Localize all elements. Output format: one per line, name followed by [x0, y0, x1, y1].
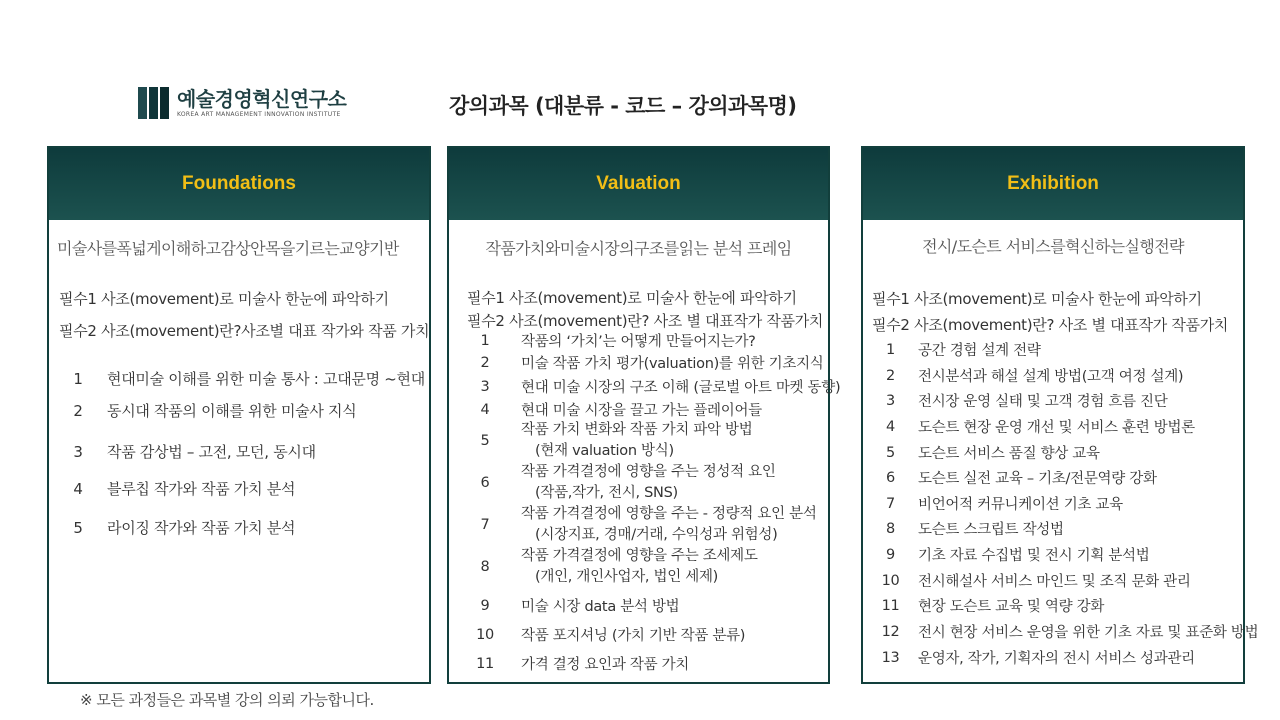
logo-subtitle: KOREA ART MANAGEMENT INNOVATION INSTITUTE: [177, 110, 341, 118]
column-title: Valuation: [596, 173, 681, 194]
column-subtitle: 전시/도슨트 서비스를혁신하는실행전략: [922, 237, 1184, 256]
column-foundations: [47, 146, 431, 684]
column-valuation: [447, 146, 841, 684]
list-item: 3 작품 감상법 – 고전, 모던, 동시대: [73, 442, 316, 461]
list-item: 4 블루칩 작가와 작품 가치 분석: [73, 479, 296, 498]
logo: [138, 86, 346, 120]
column-header: [449, 148, 828, 220]
list-item: 2 미술 작품 가치 평가(valuation)를 위한 기초지식: [480, 354, 824, 372]
required-course-2: 필수2 사조(movement)란? 사조 별 대표작가 작품가치: [467, 312, 824, 330]
list-item: 8 작품 가격결정에 영향을 주는 조세제도 (개인, 개인사업자, 법인 세제): [480, 548, 758, 585]
list-item: 13 운영자, 작가, 기획자의 전시 서비스 성과관리: [881, 649, 1195, 667]
required-course-1: 필수1 사조(movement)로 미술사 한눈에 파악하기: [467, 289, 797, 307]
required-course-1: 필수1 사조(movement)로 미술사 한눈에 파악하기: [59, 290, 389, 308]
list-item: 2 전시분석과 해설 설계 방법(고객 여정 설계): [886, 367, 1184, 385]
list-item: 11 가격 결정 요인과 작품 가치: [476, 655, 690, 673]
required-course-2: 필수2 사조(movement)란? 사조 별 대표작가 작품가치: [872, 316, 1229, 334]
column-title: Exhibition: [1007, 173, 1099, 194]
column-subtitle: 미술사를폭넓게이해하고감상안목을기르는교양기반: [57, 239, 399, 258]
column-exhibition: [861, 146, 1259, 684]
list-item: 1 현대미술 이해를 위한 미술 통사 : 고대문명 ~현대: [73, 369, 425, 388]
logo-mark-icon: [138, 87, 169, 119]
list-item: 3 현대 미술 시장의 구조 이해 (글로벌 아트 마켓 동향): [480, 378, 841, 396]
list-item: 11 현장 도슨트 교육 및 역량 강화: [881, 597, 1105, 615]
list-item: 4 현대 미술 시장을 끌고 가는 플레이어들: [480, 401, 762, 419]
list-item: 1 공간 경험 설계 전략: [886, 341, 1041, 359]
list-item: 5 라이징 작가와 작품 가치 분석: [73, 518, 296, 537]
column-header: [49, 148, 429, 220]
list-item: 9 기초 자료 수집법 및 전시 기획 분석법: [886, 546, 1150, 564]
list-item: 7 작품 가격결정에 영향을 주는 - 정량적 요인 분석 (시장지표, 경매/거래, 수익성과 위험성): [480, 506, 817, 543]
list-item: 10 전시해설사 서비스 마인드 및 조직 문화 관리: [881, 572, 1191, 590]
list-item: 9 미술 시장 data 분석 방법: [480, 597, 680, 615]
list-item: 2 동시대 작품의 이해를 위한 미술사 지식: [73, 401, 357, 420]
list-item: 12 전시 현장 서비스 운영을 위한 기초 자료 및 표준화 방법: [881, 623, 1259, 641]
list-item: 8 도슨트 스크립트 작성법: [886, 520, 1064, 538]
list-item: 7 비언어적 커뮤니케이션 기초 교육: [886, 495, 1123, 513]
page-title: 강의과목 (대분류 - 코드 – 강의과목명): [449, 94, 797, 118]
required-course-2: 필수2 사조(movement)란?사조별 대표 작가와 작품 가치: [59, 322, 430, 340]
list-item: 6 도슨트 실전 교육 – 기초/전문역량 강화: [886, 469, 1157, 487]
list-item: 5 도슨트 서비스 품질 향상 교육: [886, 444, 1100, 462]
column-subtitle: 작품가치와미술시장의구조를읽는 분석 프레임: [485, 239, 792, 258]
list-item: 3 전시장 운영 실태 및 고객 경험 흐름 진단: [886, 392, 1168, 410]
list-item: 1 작품의 ‘가치’는 어떻게 만들어지는가?: [480, 332, 756, 350]
list-item: 5 작품 가치 변화와 작품 가치 파악 방법 (현재 valuation 방식): [480, 422, 753, 459]
column-header: [863, 148, 1243, 220]
list-item: 6 작품 가격결정에 영향을 주는 정성적 요인 (작품,작가, 전시, SNS): [480, 464, 776, 501]
footnote: ※ 모든 과정들은 과목별 강의 의뢰 가능합니다.: [80, 691, 374, 709]
list-item: 4 도슨트 현장 운영 개선 및 서비스 훈련 방법론: [886, 418, 1195, 436]
list-item: 10 작품 포지셔닝 (가치 기반 작품 분류): [476, 626, 746, 644]
column-title: Foundations: [182, 173, 296, 194]
required-course-1: 필수1 사조(movement)로 미술사 한눈에 파악하기: [872, 290, 1202, 308]
logo-name: 예술경영혁신연구소: [177, 86, 347, 111]
